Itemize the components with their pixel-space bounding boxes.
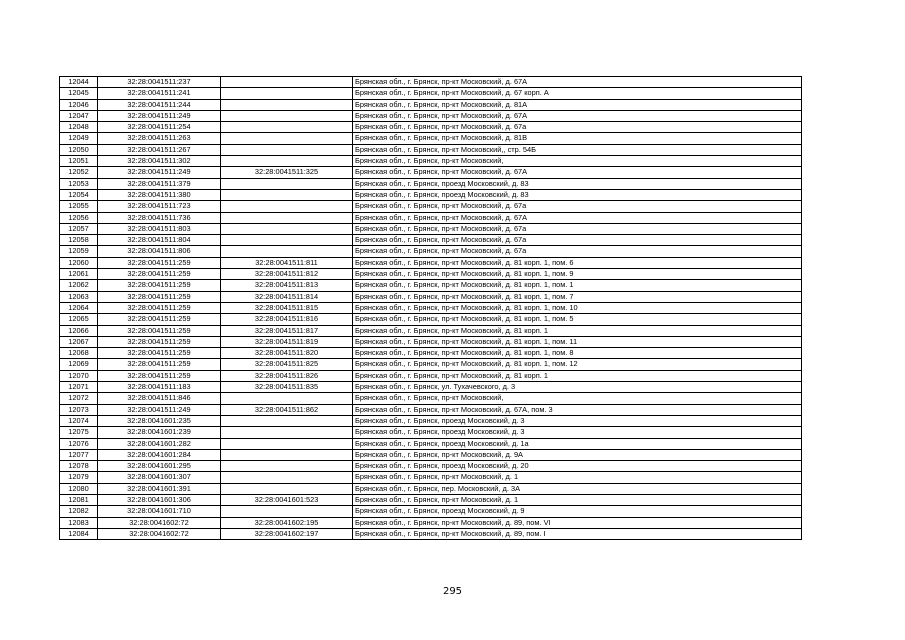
cadastral-number-cell: 32:28:0041511:379 (98, 178, 221, 189)
premises-cadastral-number-cell (221, 212, 353, 223)
cadastral-number-cell: 32:28:0041511:259 (98, 269, 221, 280)
address-cell: Брянская обл., г. Брянск, пр-кт Московский, д. 81 корп. 1 (353, 325, 802, 336)
address-cell: Брянская обл., г. Брянск, пр-кт Московский, д. 81 корп. 1, пом. 5 (353, 314, 802, 325)
record-number-cell: 12049 (60, 133, 98, 144)
address-cell: Брянская обл., г. Брянск, пр-кт Московский, д. 81 корп. 1, пом. 12 (353, 359, 802, 370)
premises-cadastral-number-cell: 32:28:0041602:195 (221, 517, 353, 528)
cadastral-number-cell: 32:28:0041601:307 (98, 472, 221, 483)
address-cell: Брянская обл., г. Брянск, пр-кт Московский, д. 81 корп. 1, пом. 10 (353, 302, 802, 313)
address-cell: Брянская обл., г. Брянск, проезд Московский, д. 9 (353, 506, 802, 517)
address-cell: Брянская обл., г. Брянск, пр-кт Московский, д. 81 корп. 1, пом. 11 (353, 336, 802, 347)
address-cell: Брянская обл., г. Брянск, пер. Московский, д. 3А (353, 483, 802, 494)
table-row (60, 167, 802, 178)
table-row (60, 494, 802, 505)
cadastral-number-cell: 32:28:0041601:282 (98, 438, 221, 449)
cadastral-number-cell: 32:28:0041511:249 (98, 404, 221, 415)
address-cell: Брянская обл., г. Брянск, пр-кт Московский, (353, 156, 802, 167)
record-number-cell: 12067 (60, 336, 98, 347)
record-number-cell: 12068 (60, 348, 98, 359)
address-cell: Брянская обл., г. Брянск, пр-кт Московский, д. 67А (353, 167, 802, 178)
premises-cadastral-number-cell (221, 133, 353, 144)
address-cell: Брянская обл., г. Брянск, ул. Тухачевского, д. 3 (353, 382, 802, 393)
address-cell: Брянская обл., г. Брянск, пр-кт Московский, д. 67А, пом. 3 (353, 404, 802, 415)
table-row (60, 212, 802, 223)
address-cell: Брянская обл., г. Брянск, проезд Московский, д. 83 (353, 178, 802, 189)
table-row (60, 201, 802, 212)
record-number-cell: 12045 (60, 88, 98, 99)
cadastral-number-cell: 32:28:0041601:239 (98, 427, 221, 438)
premises-cadastral-number-cell: 32:28:0041511:817 (221, 325, 353, 336)
premises-cadastral-number-cell: 32:28:0041511:325 (221, 167, 353, 178)
page-number: 295 (442, 586, 463, 597)
cadastral-number-cell: 32:28:0041601:391 (98, 483, 221, 494)
cadastral-number-cell: 32:28:0041511:267 (98, 144, 221, 155)
table-row (60, 404, 802, 415)
cadastral-number-cell: 32:28:0041601:284 (98, 449, 221, 460)
record-number-cell: 12071 (60, 382, 98, 393)
table-row (60, 246, 802, 257)
address-cell: Брянская обл., г. Брянск, пр-кт Московский, д. 67А (353, 212, 802, 223)
cadastral-number-cell: 32:28:0041511:183 (98, 382, 221, 393)
record-number-cell: 12055 (60, 201, 98, 212)
premises-cadastral-number-cell (221, 178, 353, 189)
table-row (60, 77, 802, 88)
premises-cadastral-number-cell (221, 246, 353, 257)
table-row (60, 178, 802, 189)
premises-cadastral-number-cell (221, 472, 353, 483)
premises-cadastral-number-cell: 32:28:0041602:197 (221, 528, 353, 539)
table-row (60, 472, 802, 483)
record-number-cell: 12058 (60, 235, 98, 246)
record-number-cell: 12082 (60, 506, 98, 517)
table-row (60, 235, 802, 246)
record-number-cell: 12047 (60, 110, 98, 121)
address-cell: Брянская обл., г. Брянск, пр-кт Московский, д. 89, пом. I (353, 528, 802, 539)
record-number-cell: 12052 (60, 167, 98, 178)
cadastral-number-cell: 32:28:0041602:72 (98, 517, 221, 528)
premises-cadastral-number-cell: 32:28:0041511:819 (221, 336, 353, 347)
premises-cadastral-number-cell (221, 99, 353, 110)
address-cell: Брянская обл., г. Брянск, пр-кт Московский, (353, 393, 802, 404)
premises-cadastral-number-cell: 32:28:0041511:825 (221, 359, 353, 370)
table-row (60, 122, 802, 133)
cadastral-number-cell: 32:28:0041511:259 (98, 280, 221, 291)
premises-cadastral-number-cell: 32:28:0041511:835 (221, 382, 353, 393)
table-row (60, 528, 802, 539)
cadastral-number-cell: 32:28:0041511:259 (98, 359, 221, 370)
address-cell: Брянская обл., г. Брянск, проезд Московский, д. 83 (353, 189, 802, 200)
table-row (60, 517, 802, 528)
record-number-cell: 12057 (60, 223, 98, 234)
premises-cadastral-number-cell (221, 506, 353, 517)
premises-cadastral-number-cell: 32:28:0041511:862 (221, 404, 353, 415)
record-number-cell: 12054 (60, 189, 98, 200)
cadastral-number-cell: 32:28:0041511:723 (98, 201, 221, 212)
cadastral-number-cell: 32:28:0041511:254 (98, 122, 221, 133)
record-number-cell: 12077 (60, 449, 98, 460)
address-cell: Брянская обл., г. Брянск, пр-кт Московский, д. 1 (353, 494, 802, 505)
table-row (60, 257, 802, 268)
cadastral-number-cell: 32:28:0041511:259 (98, 302, 221, 313)
cadastral-number-cell: 32:28:0041511:241 (98, 88, 221, 99)
record-number-cell: 12070 (60, 370, 98, 381)
address-cell: Брянская обл., г. Брянск, проезд Московский, д. 1а (353, 438, 802, 449)
record-number-cell: 12050 (60, 144, 98, 155)
table-row (60, 291, 802, 302)
address-cell: Брянская обл., г. Брянск, проезд Московский, д. 20 (353, 461, 802, 472)
premises-cadastral-number-cell (221, 483, 353, 494)
table-row (60, 99, 802, 110)
address-cell: Брянская обл., г. Брянск, пр-кт Московский, д. 67А (353, 77, 802, 88)
premises-cadastral-number-cell (221, 122, 353, 133)
record-number-cell: 12051 (60, 156, 98, 167)
premises-cadastral-number-cell (221, 77, 353, 88)
premises-cadastral-number-cell (221, 110, 353, 121)
table-row (60, 483, 802, 494)
premises-cadastral-number-cell: 32:28:0041511:811 (221, 257, 353, 268)
registry-table (59, 76, 802, 540)
cadastral-number-cell: 32:28:0041511:263 (98, 133, 221, 144)
cadastral-number-cell: 32:28:0041511:237 (98, 77, 221, 88)
record-number-cell: 12078 (60, 461, 98, 472)
table-row (60, 325, 802, 336)
premises-cadastral-number-cell (221, 438, 353, 449)
record-number-cell: 12079 (60, 472, 98, 483)
cadastral-number-cell: 32:28:0041511:803 (98, 223, 221, 234)
premises-cadastral-number-cell (221, 223, 353, 234)
table-row (60, 370, 802, 381)
premises-cadastral-number-cell (221, 88, 353, 99)
record-number-cell: 12081 (60, 494, 98, 505)
address-cell: Брянская обл., г. Брянск, пр-кт Московский, д. 81 корп. 1, пом. 6 (353, 257, 802, 268)
table-row (60, 415, 802, 426)
premises-cadastral-number-cell: 32:28:0041511:820 (221, 348, 353, 359)
table-row (60, 156, 802, 167)
record-number-cell: 12044 (60, 77, 98, 88)
premises-cadastral-number-cell (221, 427, 353, 438)
premises-cadastral-number-cell (221, 144, 353, 155)
record-number-cell: 12064 (60, 302, 98, 313)
address-cell: Брянская обл., г. Брянск, пр-кт Московский, д. 67а (353, 246, 802, 257)
premises-cadastral-number-cell: 32:28:0041511:815 (221, 302, 353, 313)
cadastral-number-cell: 32:28:0041601:306 (98, 494, 221, 505)
record-number-cell: 12053 (60, 178, 98, 189)
table-row (60, 348, 802, 359)
table-row (60, 449, 802, 460)
address-cell: Брянская обл., г. Брянск, пр-кт Московский, д. 67а (353, 201, 802, 212)
record-number-cell: 12074 (60, 415, 98, 426)
record-number-cell: 12063 (60, 291, 98, 302)
record-number-cell: 12073 (60, 404, 98, 415)
record-number-cell: 12075 (60, 427, 98, 438)
cadastral-number-cell: 32:28:0041511:259 (98, 314, 221, 325)
record-number-cell: 12065 (60, 314, 98, 325)
table-row (60, 336, 802, 347)
table-row (60, 88, 802, 99)
cadastral-number-cell: 32:28:0041511:259 (98, 325, 221, 336)
address-cell: Брянская обл., г. Брянск, пр-кт Московский, д. 89, пом. VI (353, 517, 802, 528)
address-cell: Брянская обл., г. Брянск, пр-кт Московский,, стр. 54Б (353, 144, 802, 155)
record-number-cell: 12069 (60, 359, 98, 370)
record-number-cell: 12059 (60, 246, 98, 257)
premises-cadastral-number-cell (221, 393, 353, 404)
cadastral-number-cell: 32:28:0041511:259 (98, 257, 221, 268)
record-number-cell: 12062 (60, 280, 98, 291)
address-cell: Брянская обл., г. Брянск, пр-кт Московский, д. 81 корп. 1, пом. 8 (353, 348, 802, 359)
record-number-cell: 12083 (60, 517, 98, 528)
table-row (60, 189, 802, 200)
record-number-cell: 12084 (60, 528, 98, 539)
table-row (60, 280, 802, 291)
cadastral-number-cell: 32:28:0041511:846 (98, 393, 221, 404)
cadastral-number-cell: 32:28:0041601:235 (98, 415, 221, 426)
table-row (60, 359, 802, 370)
record-number-cell: 12046 (60, 99, 98, 110)
premises-cadastral-number-cell: 32:28:0041601:523 (221, 494, 353, 505)
cadastral-number-cell: 32:28:0041511:259 (98, 348, 221, 359)
premises-cadastral-number-cell (221, 156, 353, 167)
cadastral-number-cell: 32:28:0041511:736 (98, 212, 221, 223)
address-cell: Брянская обл., г. Брянск, пр-кт Московский, д. 67а (353, 223, 802, 234)
cadastral-number-cell: 32:28:0041511:806 (98, 246, 221, 257)
premises-cadastral-number-cell: 32:28:0041511:813 (221, 280, 353, 291)
premises-cadastral-number-cell (221, 235, 353, 246)
premises-cadastral-number-cell (221, 189, 353, 200)
premises-cadastral-number-cell: 32:28:0041511:826 (221, 370, 353, 381)
table-row (60, 506, 802, 517)
record-number-cell: 12066 (60, 325, 98, 336)
address-cell: Брянская обл., г. Брянск, проезд Московский, д. 3 (353, 427, 802, 438)
table-row (60, 223, 802, 234)
premises-cadastral-number-cell: 32:28:0041511:816 (221, 314, 353, 325)
premises-cadastral-number-cell (221, 449, 353, 460)
record-number-cell: 12072 (60, 393, 98, 404)
table-row (60, 110, 802, 121)
record-number-cell: 12080 (60, 483, 98, 494)
address-cell: Брянская обл., г. Брянск, пр-кт Московский, д. 67А (353, 110, 802, 121)
address-cell: Брянская обл., г. Брянск, пр-кт Московский, д. 9А (353, 449, 802, 460)
table-row (60, 314, 802, 325)
address-cell: Брянская обл., г. Брянск, пр-кт Московский, д. 81 корп. 1, пом. 9 (353, 269, 802, 280)
cadastral-number-cell: 32:28:0041511:804 (98, 235, 221, 246)
premises-cadastral-number-cell: 32:28:0041511:814 (221, 291, 353, 302)
cadastral-number-cell: 32:28:0041602:72 (98, 528, 221, 539)
address-cell: Брянская обл., г. Брянск, пр-кт Московский, д. 67а (353, 235, 802, 246)
table-row (60, 133, 802, 144)
premises-cadastral-number-cell (221, 415, 353, 426)
record-number-cell: 12061 (60, 269, 98, 280)
address-cell: Брянская обл., г. Брянск, пр-кт Московский, д. 81В (353, 133, 802, 144)
record-number-cell: 12060 (60, 257, 98, 268)
cadastral-number-cell: 32:28:0041511:259 (98, 336, 221, 347)
cadastral-number-cell: 32:28:0041511:249 (98, 167, 221, 178)
address-cell: Брянская обл., г. Брянск, пр-кт Московский, д. 1 (353, 472, 802, 483)
cadastral-number-cell: 32:28:0041511:249 (98, 110, 221, 121)
address-cell: Брянская обл., г. Брянск, пр-кт Московский, д. 67а (353, 122, 802, 133)
cadastral-number-cell: 32:28:0041511:259 (98, 370, 221, 381)
cadastral-number-cell: 32:28:0041511:259 (98, 291, 221, 302)
table-row (60, 393, 802, 404)
premises-cadastral-number-cell (221, 201, 353, 212)
address-cell: Брянская обл., г. Брянск, пр-кт Московский, д. 81А (353, 99, 802, 110)
table-row (60, 144, 802, 155)
table-row (60, 438, 802, 449)
table-row (60, 269, 802, 280)
cadastral-number-cell: 32:28:0041511:302 (98, 156, 221, 167)
address-cell: Брянская обл., г. Брянск, проезд Московский, д. 3 (353, 415, 802, 426)
cadastral-number-cell: 32:28:0041511:380 (98, 189, 221, 200)
table-row (60, 302, 802, 313)
cadastral-number-cell: 32:28:0041601:295 (98, 461, 221, 472)
registry-table-body (60, 77, 802, 540)
record-number-cell: 12056 (60, 212, 98, 223)
address-cell: Брянская обл., г. Брянск, пр-кт Московский, д. 81 корп. 1, пом. 1 (353, 280, 802, 291)
record-number-cell: 12048 (60, 122, 98, 133)
record-number-cell: 12076 (60, 438, 98, 449)
table-row (60, 382, 802, 393)
address-cell: Брянская обл., г. Брянск, пр-кт Московский, д. 81 корп. 1 (353, 370, 802, 381)
premises-cadastral-number-cell: 32:28:0041511:812 (221, 269, 353, 280)
cadastral-number-cell: 32:28:0041601:710 (98, 506, 221, 517)
premises-cadastral-number-cell (221, 461, 353, 472)
address-cell: Брянская обл., г. Брянск, пр-кт Московский, д. 67 корп. А (353, 88, 802, 99)
table-row (60, 461, 802, 472)
cadastral-number-cell: 32:28:0041511:244 (98, 99, 221, 110)
table-row (60, 427, 802, 438)
address-cell: Брянская обл., г. Брянск, пр-кт Московский, д. 81 корп. 1, пом. 7 (353, 291, 802, 302)
